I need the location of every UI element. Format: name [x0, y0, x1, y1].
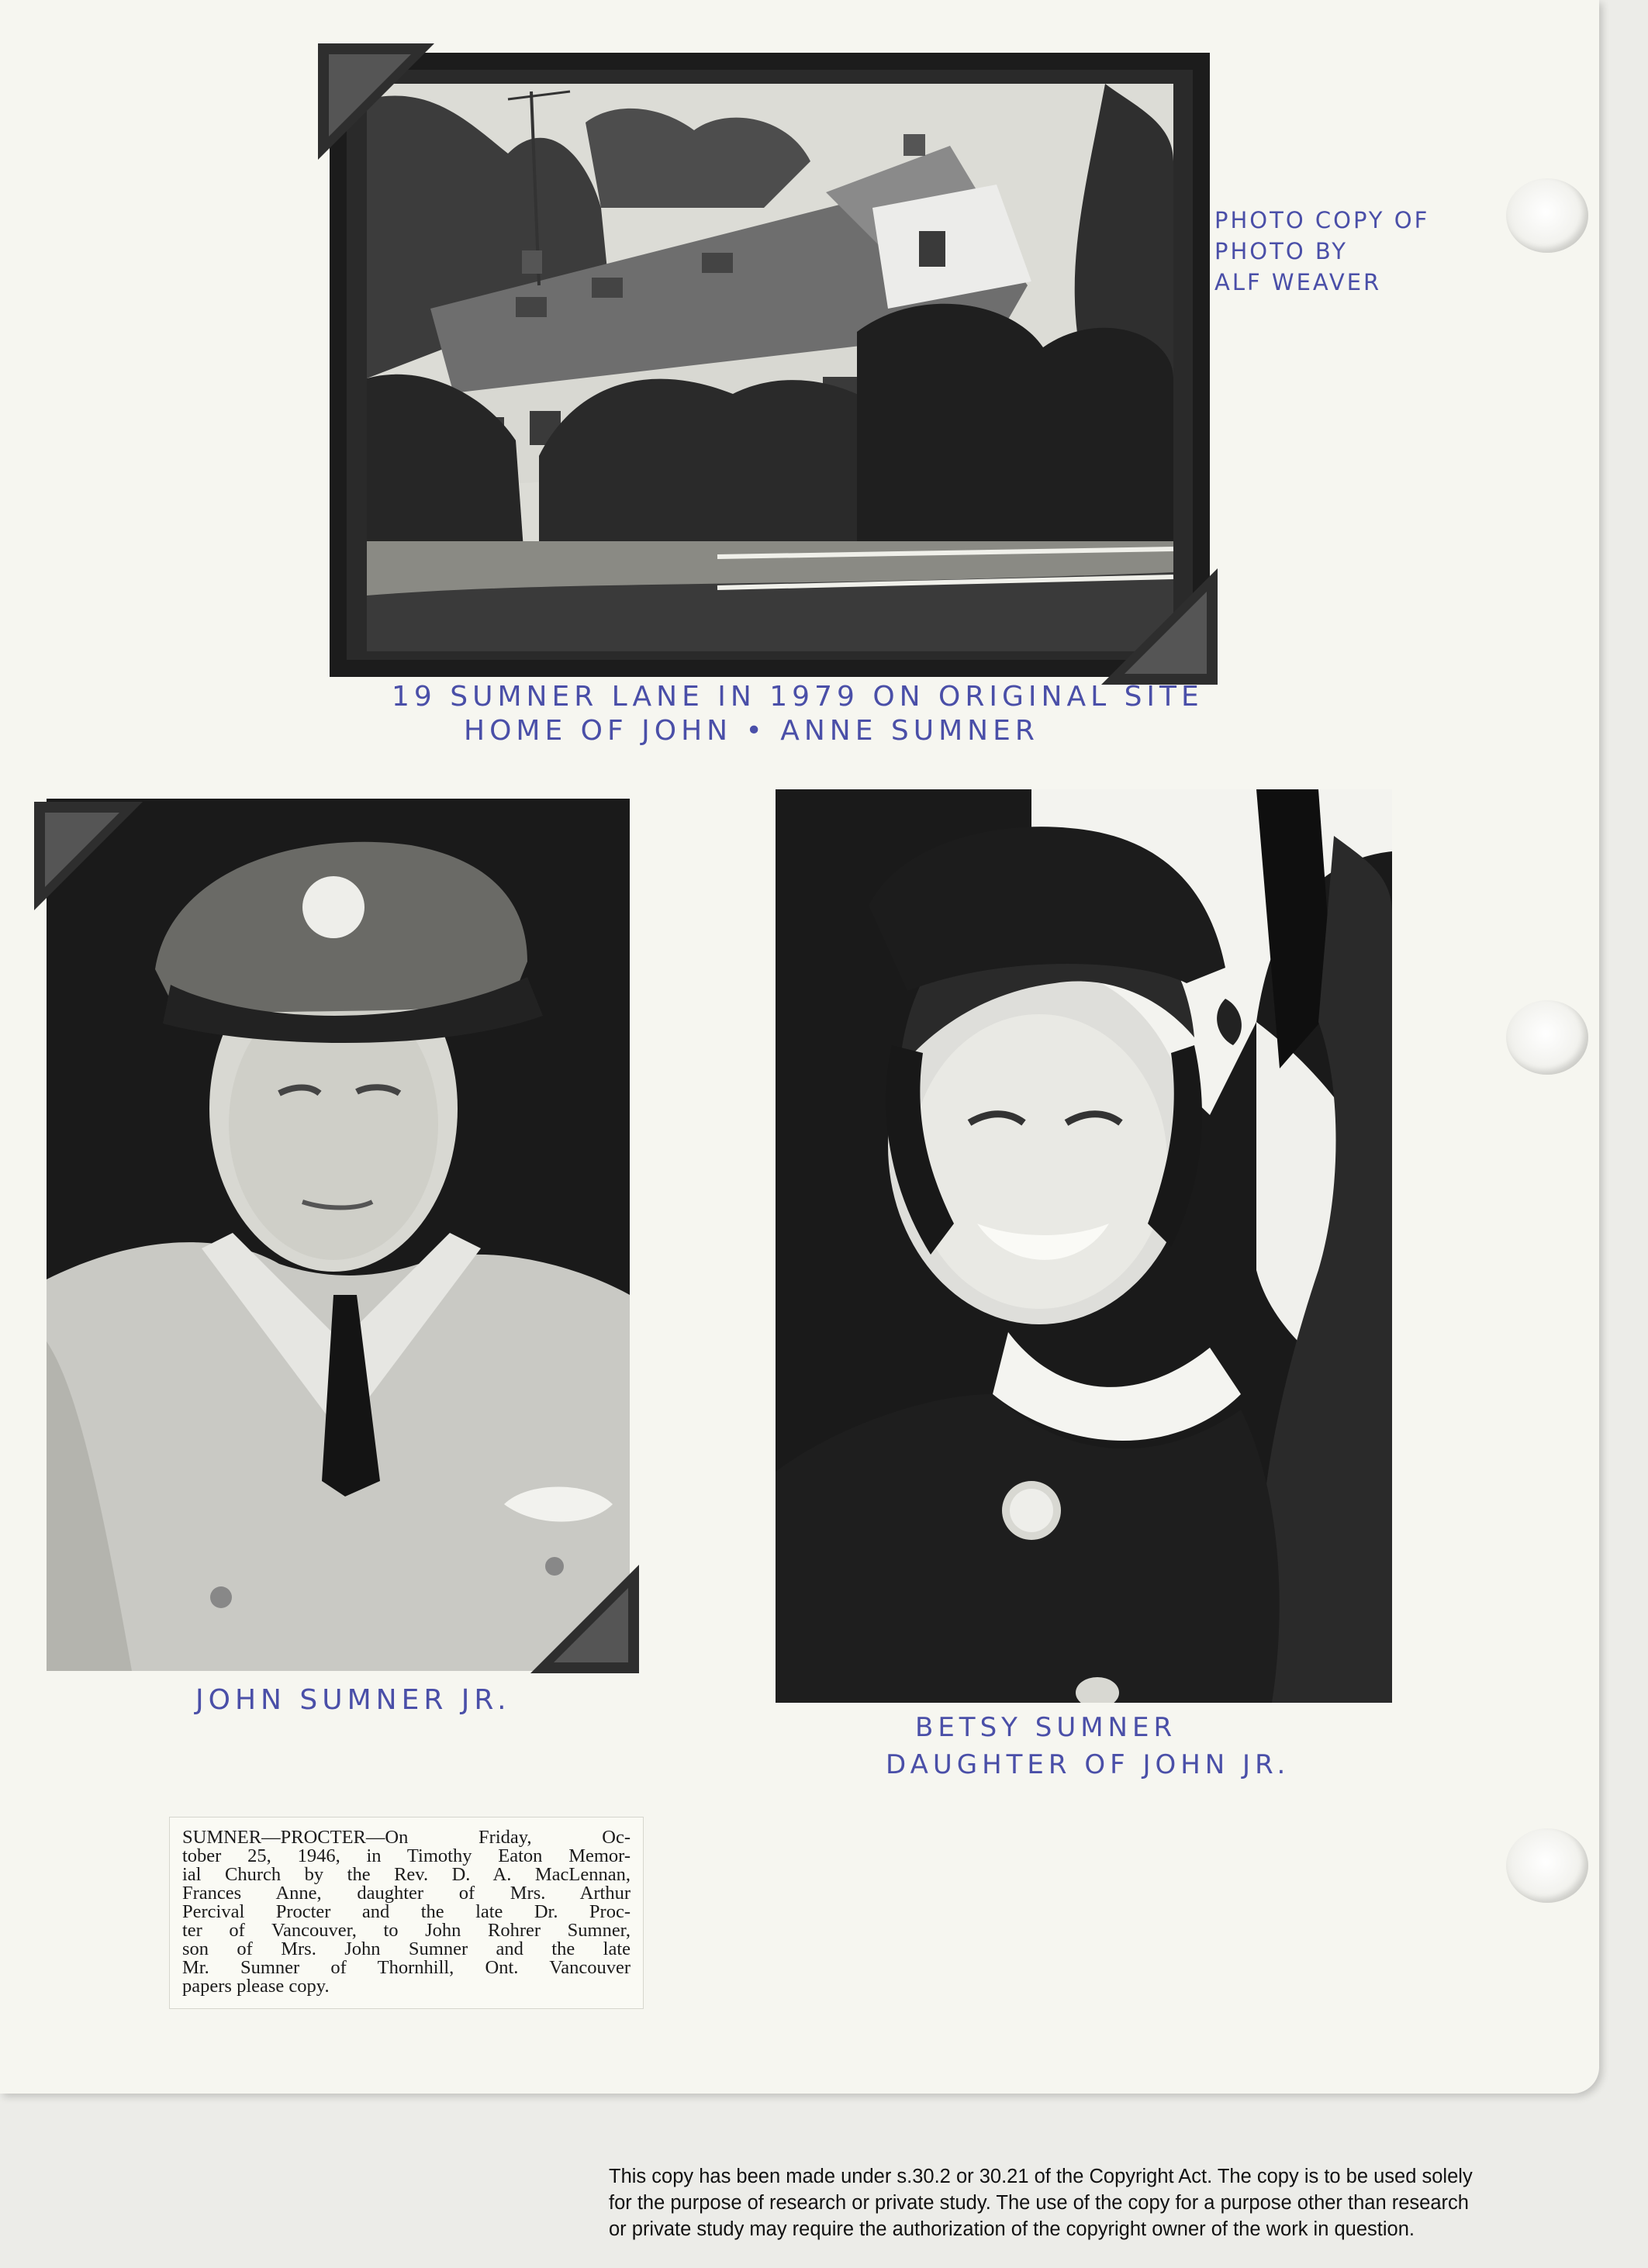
- binder-hole-middle: [1506, 1000, 1588, 1075]
- photo-corner-top-left: [318, 43, 434, 160]
- side-note-line: PHOTO COPY OF: [1214, 207, 1430, 233]
- house-caption-line-2: HOME OF JOHN • ANNE SUMNER: [464, 715, 1039, 747]
- side-note-line: ALF WEAVER: [1214, 269, 1382, 295]
- copyright-notice: [609, 2163, 1625, 2242]
- house-photo: [330, 53, 1210, 677]
- clipping-line: ter of Vancouver, to John Rohrer Sumner,: [182, 1920, 631, 1941]
- clipping-line: Mr. Sumner of Thornhill, Ont. Vancouver: [182, 1957, 631, 1978]
- wedding-announcement-clipping: [169, 1817, 644, 2009]
- portrait-betsy-sumner: [776, 789, 1392, 1703]
- clipping-line: ial Church by the Rev. D. A. MacLennan,: [182, 1864, 631, 1885]
- binder-hole-bottom: [1506, 1828, 1588, 1903]
- clipping-line: Frances Anne, daughter of Mrs. Arthur: [182, 1883, 631, 1904]
- house-caption-line-1: 19 SUMNER LANE IN 1979 ON ORIGINAL SITE: [392, 681, 1204, 713]
- portrait-left-caption: JOHN SUMNER JR.: [195, 1684, 511, 1716]
- portrait-right-caption-line-1: BETSY SUMNER: [915, 1712, 1177, 1743]
- photo-corner-bottom-right: [1101, 568, 1218, 685]
- clipping-line: son of Mrs. John Sumner and the late: [182, 1938, 631, 1959]
- notice-line: for the purpose of research or private study. The use of the copy for a purpose other than research: [609, 2192, 1469, 2214]
- notice-line: This copy has been made under s.30.2 or 30.21 of the Copyright Act. The copy is to be used solely: [609, 2166, 1473, 2187]
- portrait-right-caption-line-2: DAUGHTER OF JOHN JR.: [886, 1749, 1290, 1780]
- photo-corner-top-left: [34, 802, 143, 910]
- photo-corner-bottom-right: [530, 1565, 639, 1673]
- clipping-line: Percival Procter and the late Dr. Proc-: [182, 1901, 631, 1922]
- clipping-line: tober 25, 1946, in Timothy Eaton Memor-: [182, 1845, 631, 1866]
- binder-hole-top: [1506, 178, 1588, 253]
- side-note-line: PHOTO BY: [1214, 238, 1348, 264]
- notice-line: or private study may require the authorization of the copyright owner of the work in question.: [609, 2218, 1415, 2240]
- house-side-note: [1214, 205, 1429, 298]
- clipping-line: papers please copy.: [182, 1976, 330, 1997]
- clipping-line: SUMNER—PROCTER—On Friday, Oc-: [182, 1827, 631, 1848]
- portrait-john-sumner-jr: [47, 799, 630, 1671]
